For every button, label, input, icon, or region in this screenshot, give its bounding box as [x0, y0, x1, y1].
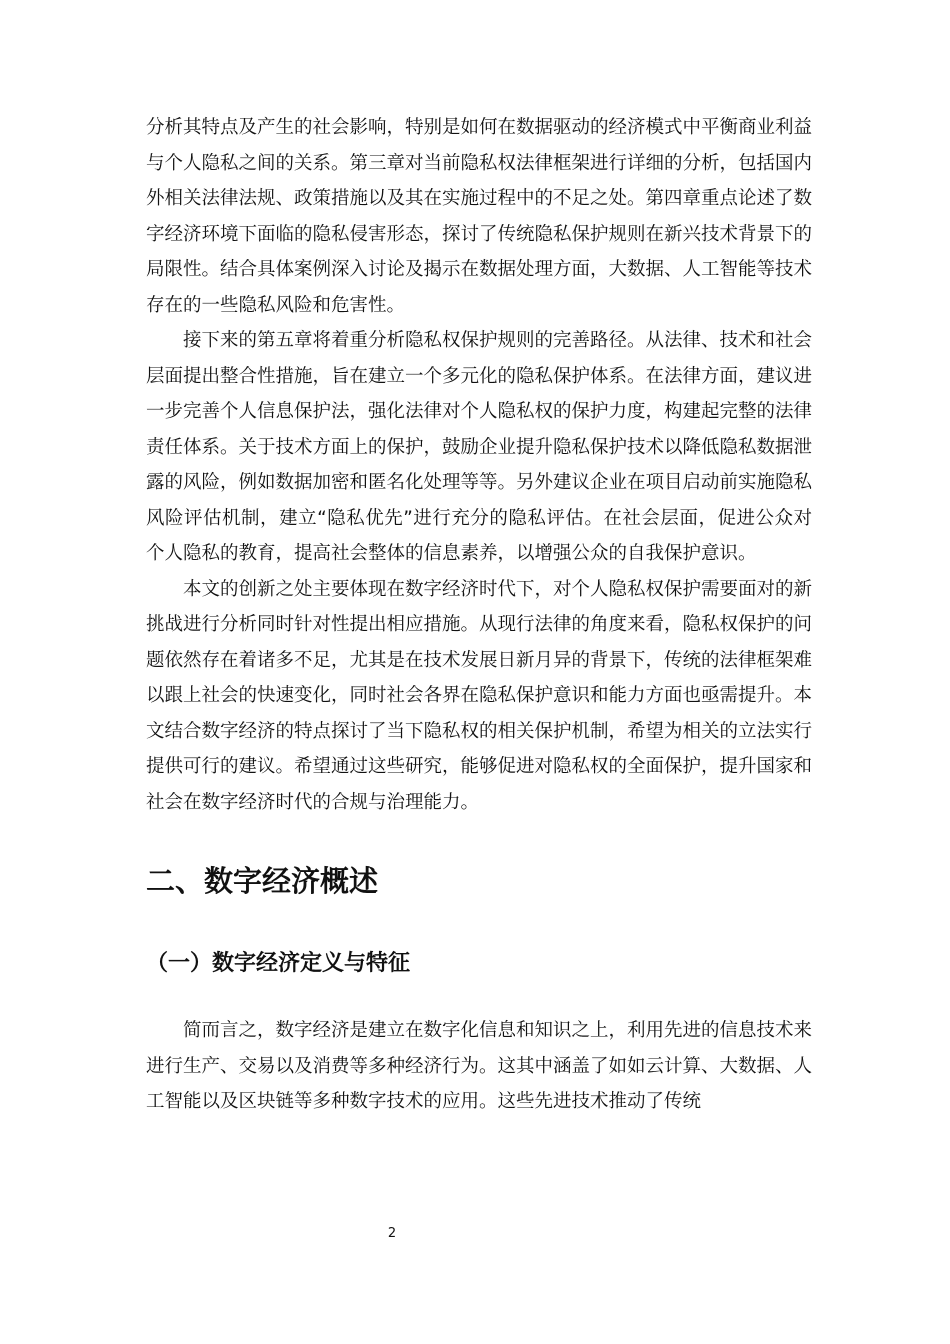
body-paragraph-2: 接下来的第五章将着重分析隐私权保护规则的完善路径。从法律、技术和社会层面提出整合性措施，旨在建立一个多元化的隐私保护体系。在法律方面，建议进一步完善个人信息保护法，强化法律对个人隐私权的保护力度，构建起完整的法律责任体系。关于技术方面上的保护，鼓励企业提升隐私保护技术以降低隐私数据泄露的风险，例如数据加密和匿名化处理等等。另外建议企业在项目启动前实施隐私风险评估机制，建立“隐私优先”进行充分的隐私评估。在社会层面，促进公众对个人隐私的教育，提高社会整体的信息素养，以增强公众的自我保护意识。 — [146, 330, 813, 564]
body-paragraph-3: 本文的创新之处主要体现在数字经济时代下，对个人隐私权保护需要面对的新挑战进行分析同时针对性提出相应措施。从现行法律的角度来看，隐私权保护的问题依然存在着诸多不足，尤其是在技术发展日新月异的背景下，传统的法律框架难以跟上社会的快速变化，同时社会各界在隐私保护意识和能力方面也亟需提升。本文结合数字经济的特点探讨了当下隐私权的相关保护机制，希望为相关的立法实行提供可行的建议。希望通过这些研究，能够促进对隐私权的全面保护，提升国家和社会在数字经济时代的合规与治理能力。 — [146, 578, 813, 813]
subsection-paragraph: 简而言之，数字经济是建立在数字化信息和知识之上，利用先进的信息技术来进行生产、交易以及消费等多种经济行为。这其中涵盖了如如云计算、大数据、人工智能以及区块链等多种数字技术的应用。这些先进技术推动了传统 — [146, 1020, 813, 1112]
page-number: 2 — [387, 1226, 397, 1241]
section-heading: 二、数字经济概述 — [146, 864, 379, 898]
body-paragraph-1: 分析其特点及产生的社会影响，特别是如何在数据驱动的经济模式中平衡商业利益与个人隐私之间的关系。第三章对当前隐私权法律框架进行详细的分析，包括国内外相关法律法规、政策措施以及其在实施过程中的不足之处。第四章重点论述了数字经济环境下面临的隐私侵害形态，探讨了传统隐私保护规则在新兴技术背景下的局限性。结合具体案例深入讨论及揭示在数据处理方面，大数据、人工智能等技术存在的一些隐私风险和危害性。 — [146, 117, 813, 316]
page-content — [146, 110, 812, 1120]
subsection-heading: （一）数字经济定义与特征 — [146, 951, 411, 976]
